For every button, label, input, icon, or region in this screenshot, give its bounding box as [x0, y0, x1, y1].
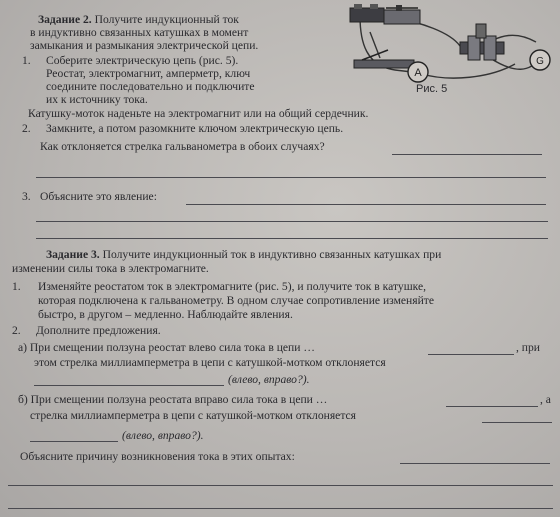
step-text: Изменяйте реостатом ток в электромагните (рис. 5), и получите ток в катушке,: [38, 280, 427, 293]
sentence-b-end: , а: [540, 393, 551, 406]
sentence-b: стрелка миллиамперметра в цепи с катушкой-мотком отклоняется: [30, 409, 357, 422]
answer-line[interactable]: [8, 508, 553, 509]
answer-line[interactable]: [428, 354, 514, 355]
task2-title: Задание 2. Получите индукционный ток: [38, 13, 239, 26]
sentence-a: а) При смещении ползуна реостат влево сила тока в цепи …: [18, 341, 315, 354]
step-text: соедините последовательно и подключите: [46, 80, 255, 93]
step-text: Реостат, электромагнит, амперметр, ключ: [46, 67, 251, 80]
circuit-figure: [340, 2, 560, 94]
electromagnet-icon: [460, 24, 504, 60]
answer-line[interactable]: [186, 204, 546, 205]
sentence-b-hint: (влево, вправо?).: [122, 429, 204, 442]
step-number: 1.: [22, 54, 31, 67]
sentence-a-hint: (влево, вправо?).: [228, 373, 310, 386]
step-number: 3.: [22, 190, 31, 203]
power-source-icon: [350, 4, 384, 22]
answer-line[interactable]: [446, 406, 538, 407]
step-text: которая подключена к гальванометру. В одном случае сопротивление изменяйте: [38, 294, 435, 307]
step-number: 2.: [22, 122, 31, 135]
ammeter-icon: [408, 62, 428, 82]
sentence-b: б) При смещении ползуна реостата вправо сила тока в цепи …: [18, 393, 328, 406]
answer-line[interactable]: [34, 385, 224, 386]
step-text: их к источнику тока.: [46, 93, 148, 106]
answer-line[interactable]: [400, 463, 550, 464]
answer-line[interactable]: [36, 238, 548, 239]
step-text: Катушку-моток наденьте на электромагнит или на общий сердечник.: [28, 107, 369, 120]
svg-text:G: G: [536, 56, 544, 67]
answer-line[interactable]: [36, 221, 548, 222]
step-text: Соберите электрическую цепь (рис. 5).: [46, 54, 239, 67]
step-text: Замкните, а потом разомкните ключом электрическую цепь.: [46, 122, 344, 135]
question-text: Как отклоняется стрелка гальванометра в обоих случаях?: [40, 140, 325, 153]
answer-line[interactable]: [8, 485, 553, 486]
task3-text: изменении силы тока в электромагните.: [12, 262, 209, 275]
step-text: быстро, в другом – медленно. Наблюдайте явления.: [38, 308, 293, 321]
task2-text: замыкания и размыкания электрической цепи.: [30, 39, 259, 52]
answer-line[interactable]: [30, 441, 118, 442]
step-text: Дополните предложения.: [36, 324, 161, 337]
svg-text:A: A: [414, 67, 422, 79]
switch-icon: [354, 50, 414, 68]
answer-line[interactable]: [392, 154, 542, 155]
final-question: Объясните причину возникновения тока в этих опытах:: [20, 450, 295, 463]
rheostat-icon: [384, 5, 420, 24]
step-number: 1.: [12, 280, 21, 293]
answer-line[interactable]: [36, 177, 546, 178]
sentence-a: этом стрелка миллиамперметра в цепи с катушкой-мотком отклоняется: [34, 356, 386, 369]
question-text: Объясните это явление:: [40, 190, 157, 203]
galvanometer-icon: [530, 50, 550, 70]
task3-title: Задание 3. Получите индукционный ток в индуктивно связанных катушках при: [46, 248, 442, 261]
task2-text: в индуктивно связанных катушках в момент: [30, 26, 249, 39]
answer-line[interactable]: [482, 422, 552, 423]
figure-caption: Рис. 5: [416, 83, 448, 95]
step-number: 2.: [12, 324, 21, 337]
sentence-a-end: , при: [516, 341, 541, 354]
